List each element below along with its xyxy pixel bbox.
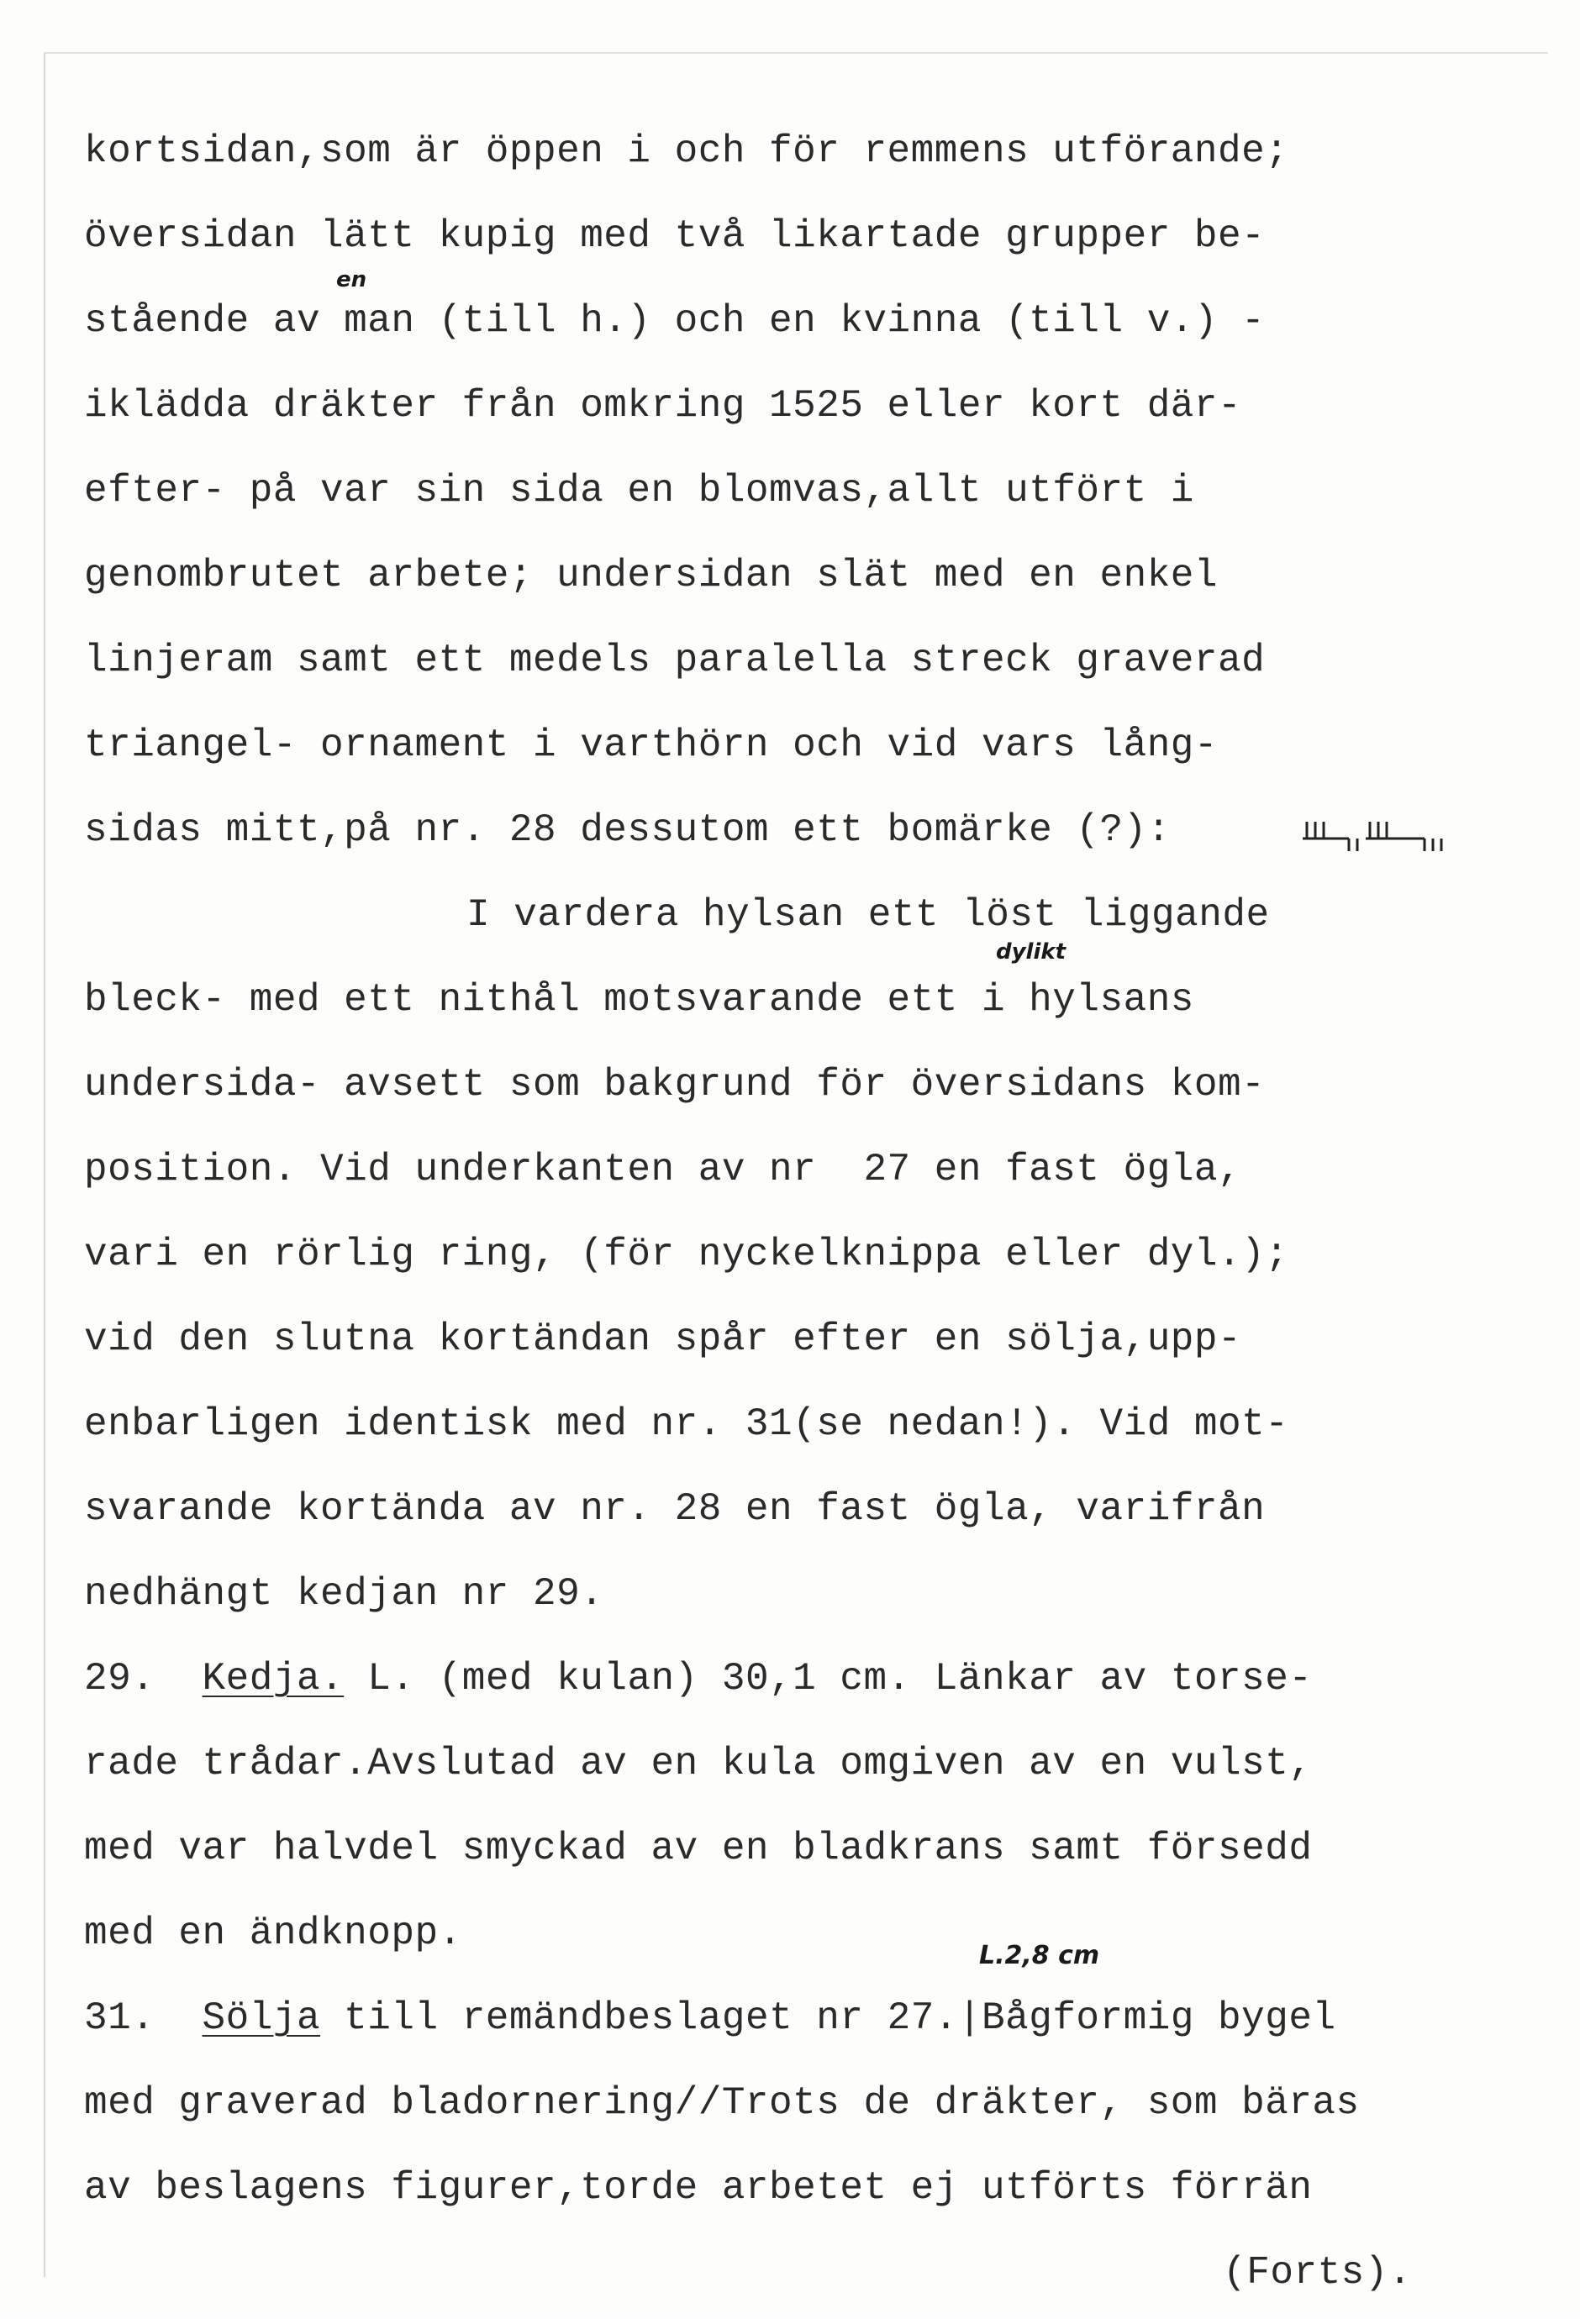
item-number: 31. xyxy=(84,1996,155,2040)
text-line: I vardera hylsan ett löst liggande xyxy=(466,893,1270,937)
text-line: av beslagens figurer,torde arbetet ej utförts förrän xyxy=(84,2166,1313,2210)
text-line: bleck- med ett nithål motsvarande ett i hylsans xyxy=(84,978,1194,1022)
text-line: med graverad bladornering//Trots de dräkter, som bäras xyxy=(84,2081,1360,2125)
item-title: Kedja. xyxy=(202,1657,345,1701)
text-line: position. Vid underkanten av nr 27 en fast ögla, xyxy=(84,1148,1242,1191)
handwritten-insert-dylikt: dylikt xyxy=(996,939,1066,965)
text-line: genombrutet arbete; undersidan slät med en enkel xyxy=(84,554,1219,597)
text-line: undersida- avsett som bakgrund för översidans kom- xyxy=(84,1063,1266,1107)
item-text: till remändbeslaget nr 27.|Bågformig bygel xyxy=(320,1996,1336,2040)
text-line: linjeram samt ett medels paralella streck graverad xyxy=(84,639,1266,682)
item-29-line xyxy=(84,1645,1446,1730)
item-text: L. (med kulan) 30,1 cm. Länkar av torse- xyxy=(344,1657,1313,1701)
text-line: svarande kortända av nr. 28 en fast ögla, varifrån xyxy=(84,1487,1266,1531)
text-line: efter- på var sin sida en blomvas,allt utfört i xyxy=(84,469,1194,513)
text-line: iklädda dräkter från omkring 1525 eller kort där- xyxy=(84,384,1242,428)
text-line: översidan lätt kupig med två likartade grupper be- xyxy=(84,214,1266,258)
text-line: nedhängt kedjan nr 29. xyxy=(84,1572,604,1616)
text-line: stående av man (till h.) och en kvinna (till v.) - xyxy=(84,299,1266,343)
text-line: med en ändknopp. xyxy=(84,1911,462,1955)
item-31-line xyxy=(84,1985,1446,2069)
text-line: kortsidan,som är öppen i och för remmens utförande; xyxy=(84,129,1289,173)
handwritten-measure: L.2,8 cm xyxy=(979,1941,1100,1970)
text-line: med var halvdel smyckad av en bladkrans samt försedd xyxy=(84,1827,1313,1870)
text-line: sidas mitt,på nr. 28 dessutom ett bomärke (?): xyxy=(84,808,1171,852)
text-line: rade trådar.Avslutad av en kula omgiven av en vulst, xyxy=(84,1742,1313,1785)
text-line: vid den slutna kortändan spår efter en sölja,upp- xyxy=(84,1317,1242,1361)
typed-text xyxy=(84,118,1446,2324)
item-number: 29. xyxy=(84,1657,155,1701)
continued-note: (Forts). xyxy=(1223,2251,1412,2295)
text-line: enbarligen identisk med nr. 31(se nedan!). Vid mot- xyxy=(84,1402,1289,1446)
item-title: Sölja xyxy=(202,1996,321,2040)
text-line: vari en rörlig ring, (för nyckelknippa eller dyl.); xyxy=(84,1233,1289,1276)
bomarke-icon xyxy=(1298,813,1467,855)
handwritten-insert-en: en xyxy=(336,267,367,292)
text-line: triangel- ornament i varthörn och vid vars lång- xyxy=(84,723,1219,767)
